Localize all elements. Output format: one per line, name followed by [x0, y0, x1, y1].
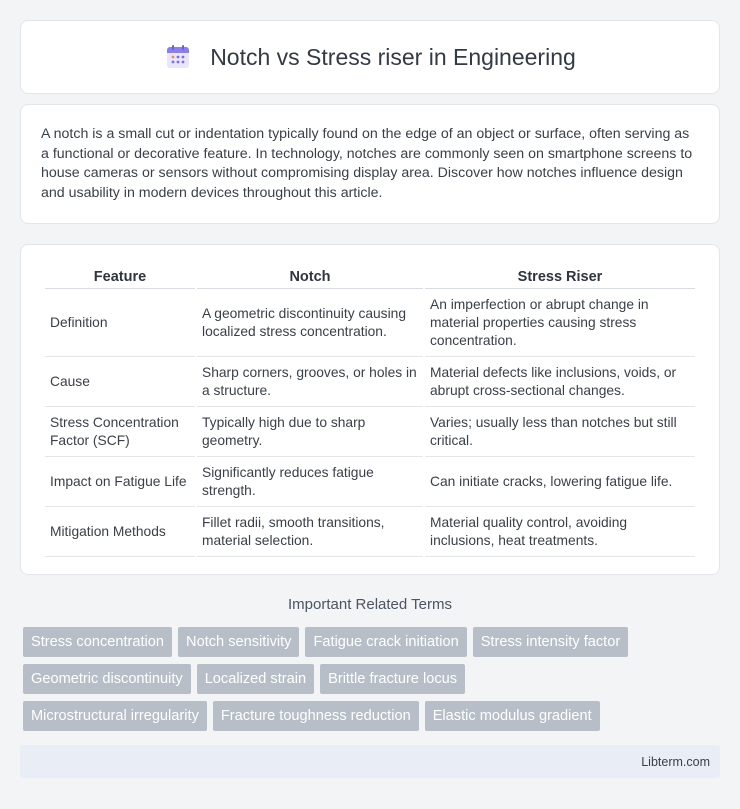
table-cell-stress-riser: An imperfection or abrupt change in material properties causing stress concentration.	[425, 289, 695, 357]
table-cell-notch: Significantly reduces fatigue strength.	[197, 457, 423, 507]
table-row	[45, 457, 695, 507]
header-feature: Feature	[45, 265, 195, 289]
table-cell-feature: Stress Concentration Factor (SCF)	[45, 407, 195, 457]
related-term-tag[interactable]: Brittle fracture locus	[320, 664, 465, 694]
header-stress-riser: Stress Riser	[425, 265, 695, 289]
table-row	[45, 357, 695, 407]
table-cell-notch: Typically high due to sharp geometry.	[197, 407, 423, 457]
header-notch: Notch	[197, 265, 423, 289]
table-cell-notch: A geometric discontinuity causing localized stress concentration.	[197, 289, 423, 357]
table-cell-feature: Cause	[45, 357, 195, 407]
related-term-tag[interactable]: Elastic modulus gradient	[425, 701, 600, 731]
related-term-tag[interactable]: Localized strain	[197, 664, 314, 694]
table-cell-feature: Mitigation Methods	[45, 507, 195, 557]
table-row	[45, 289, 695, 357]
related-term-tag[interactable]: Fatigue crack initiation	[305, 627, 466, 657]
footer	[20, 745, 720, 778]
related-term-tag[interactable]: Stress concentration	[23, 627, 172, 657]
tag-row	[23, 664, 723, 694]
related-term-tag[interactable]: Stress intensity factor	[473, 627, 629, 657]
related-term-tag[interactable]: Notch sensitivity	[178, 627, 299, 657]
table-cell-feature: Impact on Fatigue Life	[45, 457, 195, 507]
table-cell-stress-riser: Can initiate cracks, lowering fatigue life.	[425, 457, 695, 507]
related-term-tag[interactable]: Geometric discontinuity	[23, 664, 191, 694]
related-term-tag[interactable]: Fracture toughness reduction	[213, 701, 419, 731]
table-cell-notch: Fillet radii, smooth transitions, material selection.	[197, 507, 423, 557]
comparison-table-card	[20, 244, 720, 575]
tag-row	[23, 701, 723, 731]
table-cell-notch: Sharp corners, grooves, or holes in a structure.	[197, 357, 423, 407]
intro-card	[20, 104, 720, 224]
header-card	[20, 20, 720, 94]
table-cell-stress-riser: Material defects like inclusions, voids, or abrupt cross-sectional changes.	[425, 357, 695, 407]
table-row	[45, 507, 695, 557]
table-header-row	[45, 265, 695, 289]
related-term-tag[interactable]: Microstructural irregularity	[23, 701, 207, 731]
related-terms-title: Important Related Terms	[288, 596, 452, 613]
page-title: Notch vs Stress riser in Engineering	[210, 43, 576, 70]
comparison-table	[43, 265, 697, 557]
footer-site-link[interactable]: Libterm.com	[641, 754, 710, 769]
table-row	[45, 407, 695, 457]
tag-row	[23, 627, 723, 657]
related-terms-list	[23, 627, 723, 738]
calendar-grid-icon	[164, 43, 192, 71]
table-cell-stress-riser: Varies; usually less than notches but still critical.	[425, 407, 695, 457]
table-cell-feature: Definition	[45, 289, 195, 357]
table-cell-stress-riser: Material quality control, avoiding inclusions, heat treatments.	[425, 507, 695, 557]
intro-paragraph: A notch is a small cut or indentation typically found on the edge of an object or surface, often serving as a functional or decorative feature. In technology, notches are commonly seen on smartphone screens to house cameras or sensors without compromising display area. Discover how notches influence design and usability in modern devices throughout this article.	[41, 126, 693, 201]
